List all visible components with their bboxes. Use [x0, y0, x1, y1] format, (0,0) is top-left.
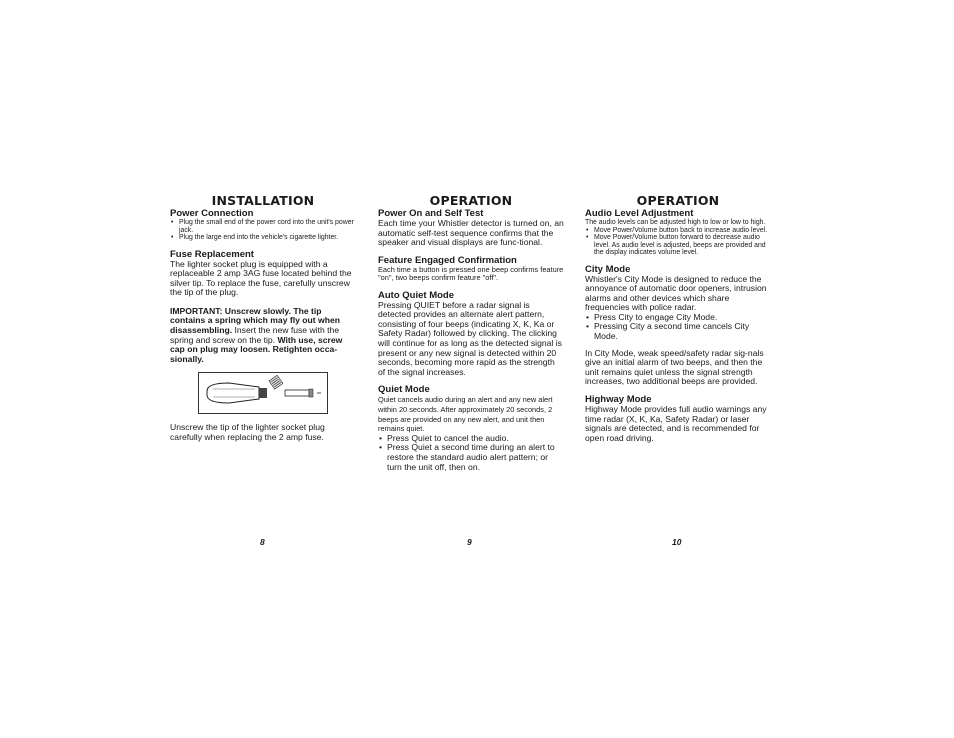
auto-quiet-heading: Auto Quiet Mode	[378, 289, 454, 301]
page-number-10: 10	[672, 537, 682, 547]
important-bold-1: IMPORTANT: Unscrew slowly. The tip contains a spring which may fly out when disassembling.	[170, 305, 340, 336]
operation-column-1	[378, 194, 564, 472]
fuse-replacement-text: The lighter socket plug is equipped with a replaceable 2 amp 3AG fuse located behind the silver tip. To replace the fuse, carefully unscrew the tip of the plug.	[170, 258, 352, 298]
city-mode-text: Whistler's City Mode is designed to reduce the annoyance of automatic door openers, intrusion alarms and other devices which share frequencies with police radar.	[585, 273, 767, 313]
page-number-9: 9	[467, 537, 472, 547]
list-item: • Press Quiet to cancel the audio.	[378, 434, 564, 444]
list-item: • Move Power/Volume button forward to decrease audio level. As audio level is adjusted, beeps are provided and the display indicates volume level.	[585, 234, 771, 257]
highway-mode-text: Highway Mode provides full audio warnings any time radar (X, K, Ka, Safety Radar) or laser signals are detected, and is recommended for open road driving.	[585, 404, 767, 443]
fuse-replacement-heading: Fuse Replacement	[170, 248, 254, 260]
power-on-text: Each time your Whistler detector is turned on, an automatic self-test sequence confirms that the speaker and visual displays are func-tional.	[378, 218, 564, 248]
list-item: • Plug the small end of the power cord into the unit's power jack.	[170, 219, 356, 234]
feature-confirmation-text: Each time a button is pressed one beep confirms feature "on", two beeps confirm feature "off".	[378, 264, 564, 283]
installation-column	[170, 194, 356, 443]
list-item: • Press Quiet a second time during an alert to restore the standard audio alert pattern; or turn the unit off, then on.	[378, 443, 564, 472]
operation-column-2	[585, 194, 771, 443]
quiet-mode-heading: Quiet Mode	[378, 384, 430, 396]
audio-level-list	[585, 227, 771, 257]
important-note	[170, 307, 356, 365]
power-on-heading: Power On and Self Test	[378, 208, 484, 219]
quiet-mode-text: Quiet cancels audio during an alert and any new alert within 20 seconds. After approximately 20 seconds, 2 beeps are provided on any new alert, and unit then remains quiet.	[378, 395, 553, 434]
list-item: • Plug the large end into the vehicle's cigarette lighter.	[170, 234, 356, 242]
city-mode-text-2: In City Mode, weak speed/safety radar sig-nals give an initial alarm of two beeps, and then the unit remains quiet unless the signal strength increases, two additional beeps are provided.	[585, 347, 764, 387]
city-mode-heading: City Mode	[585, 263, 631, 275]
lighter-plug-icon	[199, 373, 327, 413]
important-normal: Insert the new fuse with the spring and screw on the tip.	[170, 325, 340, 345]
list-item: • Press City to engage City Mode.	[585, 313, 771, 323]
quiet-mode-list	[378, 434, 564, 472]
operation-title-2: OPERATION	[636, 193, 720, 208]
installation-title: INSTALLATION	[211, 193, 315, 208]
power-connection-heading: Power Connection	[170, 208, 254, 219]
highway-mode-heading: Highway Mode	[585, 394, 652, 406]
fuse-caption: Unscrew the tip of the lighter socket plug carefully when replacing the 2 amp fuse.	[170, 422, 325, 443]
important-bold-2: With use, screw cap on plug may loosen. Retighten occa-sionally.	[170, 334, 343, 364]
lighter-plug-illustration	[198, 372, 328, 414]
audio-level-heading: Audio Level Adjustment	[585, 208, 694, 219]
list-item: • Move Power/Volume button back to increase audio level.	[585, 227, 771, 235]
city-mode-list	[585, 313, 771, 342]
operation-title-1: OPERATION	[429, 193, 513, 208]
audio-level-text: The audio levels can be adjusted high to low or low to high.	[585, 219, 766, 226]
feature-confirmation-heading: Feature Engaged Confirmation	[378, 254, 517, 266]
power-connection-list	[170, 219, 356, 242]
page-number-8: 8	[260, 537, 265, 547]
list-item: • Pressing City a second time cancels City Mode.	[585, 322, 771, 341]
auto-quiet-text: Pressing QUIET before a radar signal is detected provides an alternate alert pattern, consisting of four beeps (indicating X, K, Ka or Safety Radar) followed by clicking. The clicking will continue for as long as the detected signal is present or any new signal is detected within 20 seconds, becoming more rapid as the strength of the signal increases.	[378, 299, 562, 377]
